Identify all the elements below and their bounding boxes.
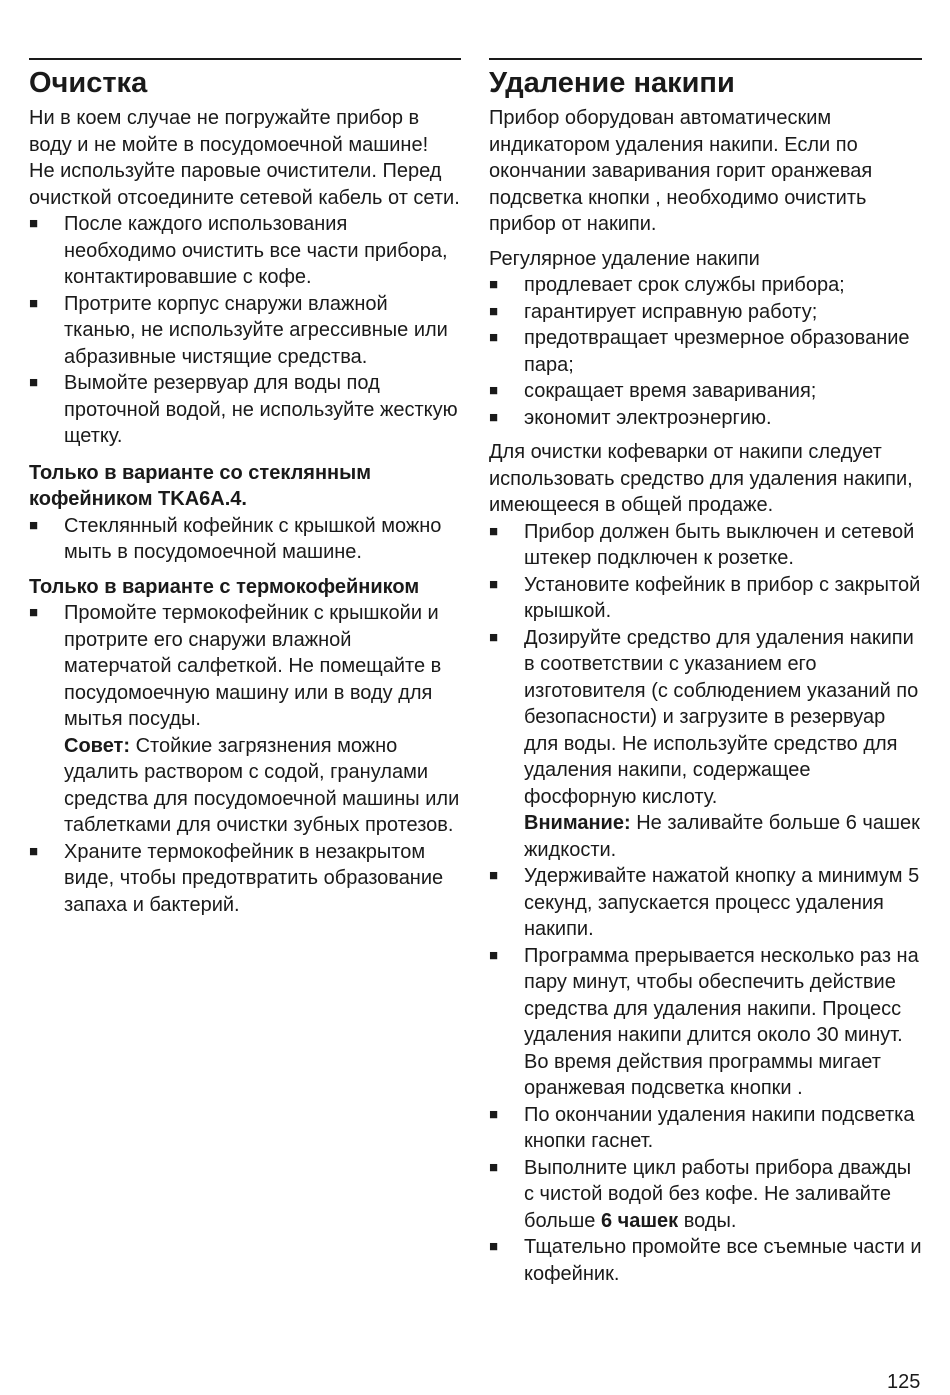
list-item: ■ Выполните цикл работы прибора дважды с чистой водой без кофе. Не заливайте больше 6 чашек воды. [489,1156,912,1232]
list-item: ■ Протрите корпус снаружи влажной тканью, не используйте агрессивные или абразивные чистящие средства. [29,292,448,368]
bullet-icon: ■ [489,408,499,426]
descaling-heading: Удаление накипи [489,67,735,99]
bullet-icon: ■ [489,1238,499,1255]
thermo-jug-list [29,600,461,918]
bullet-icon: ■ [489,628,499,646]
bullet-icon: ■ [29,516,39,534]
cleaning-heading: Очистка [29,67,148,99]
cleaning-intro-disconnect: Не используйте паровые очистители. Перед очисткой отсоедините сетевой кабель от сети. [29,160,460,209]
list-item: ■ После каждого использования необходимо очистить все части прибора, контактировавшие с кофе. [29,213,448,288]
list-item: ■ По окончании удаления накипи подсветка кнопки гаснет. [489,1103,915,1152]
list-item: ■ Программа прерывается несколько раз на пару минут, чтобы обеспечить действие средства для удаления накипи. Процесс удаления накипи длится около 30 минут. Во время действия программы мигает оранжевая подсветка кнопки . [489,943,922,1102]
list-item: ■ Установите кофейник в прибор с закрытой крышкой. [489,573,921,622]
bullet-icon: ■ [29,842,39,860]
descaling-steps [489,519,922,1288]
page-number: 125 [887,1371,921,1393]
list-item: ■ Стеклянный кофейник с крышкой можно мыть в посудомоечной машине. [29,514,442,563]
bullet-icon: ■ [489,1158,499,1176]
cleaning-list [29,211,461,450]
list-item: ■ Удерживайте нажатой кнопку a минимум 5 секунд, запускается процесс удаления накипи. [489,865,920,940]
list-item: ■ экономит электроэнергию. [489,405,922,432]
bullet-icon: ■ [29,374,39,391]
list-item: ■ продлевает срок службы прибора; [489,272,922,299]
cleaning-section [29,58,461,918]
list-item: ■ гарантирует исправную работу; [489,299,922,326]
attention-note: Внимание: Не заливайте больше 6 чашек жидкости. [524,812,920,861]
bullet-icon: ■ [29,215,39,232]
thermo-jug-subheading: Только в варианте с термокофейником [29,575,420,598]
descaling-intro: Прибор оборудован автоматическим индикатором удаления накипи. Если по окончании заваривания горит оранжевая подсветка кнопки , необходимо очистить прибор от накипи. [489,107,873,235]
list-item: ■ Тщательно промойте все съемные части и кофейник. [489,1236,922,1285]
bullet-icon: ■ [489,302,499,320]
bullet-icon: ■ [29,294,39,312]
list-item: ■ предотвращает чрезмерное образование пара; [489,327,910,376]
bullet-icon: ■ [489,382,499,399]
list-item: ■ Дозируйте средство для удаления накипи в соответствии с указанием его изготовителя (с соблюдением указаний по безопасности) и загрузите в резервуар для воды. Не используйте средство для удаления накипи, содержащее фосфорную кислоту. Внимание: Не заливайте больше 6 чашек жидкости. [489,625,922,864]
bullet-icon: ■ [489,575,499,593]
descaler-paragraph: Для очистки кофеварки от накипи следует использовать средство для удаления накипи, имеющееся в общей продаже. [489,441,913,516]
regular-descaling-list [489,272,922,431]
bullet-icon: ■ [489,946,499,964]
descaling-section [489,58,922,1287]
tip-note: Совет: Стойкие загрязнения можно удалить раствором с содой, гранулами средства для посудомоечной машины или таблетками для очистки зубных протезов. [64,734,460,836]
list-item: ■ Храните термокофейник в незакрытом виде, чтобы предотвратить образование запаха и бактерий. [29,840,444,916]
blinking-note: Во время действия программы мигает оранжевая подсветка кнопки . [524,1050,881,1099]
glass-jug-subheading: Только в варианте со стеклянным кофейником TKA6A.4. [29,461,371,510]
list-item: ■ Вымойте резервуар для воды под проточной водой, не используйте жесткую щетку. [29,372,458,447]
list-item: ■ Промойте термокофейник с крышкойи и протрите его снаружи влажной матерчатой салфеткой. Не помещайте в посудомоечную машину или в воду для мытья посуды. Совет: Стойкие загрязнения можно удалить раствором с содой, гранулами средства для посудомоечной машины или таблетками для очистки зубных протезов. [29,600,461,839]
bullet-icon: ■ [489,276,499,293]
bullet-icon: ■ [489,1105,499,1123]
bullet-icon: ■ [489,522,499,540]
bullet-icon: ■ [489,867,499,884]
regular-descaling-heading: Регулярное удаление накипи [489,247,760,270]
list-item: ■ сокращает время заваривания; [489,378,922,405]
bullet-icon: ■ [29,604,39,621]
list-item: ■ Прибор должен быть выключен и сетевой штекер подключен к розетке. [489,520,915,569]
cleaning-intro-warning: Ни в коем случае не погружайте прибор в воду и не мойте в посудомоечной машине! [29,107,429,156]
glass-jug-list [29,513,461,566]
bullet-icon: ■ [489,329,499,346]
